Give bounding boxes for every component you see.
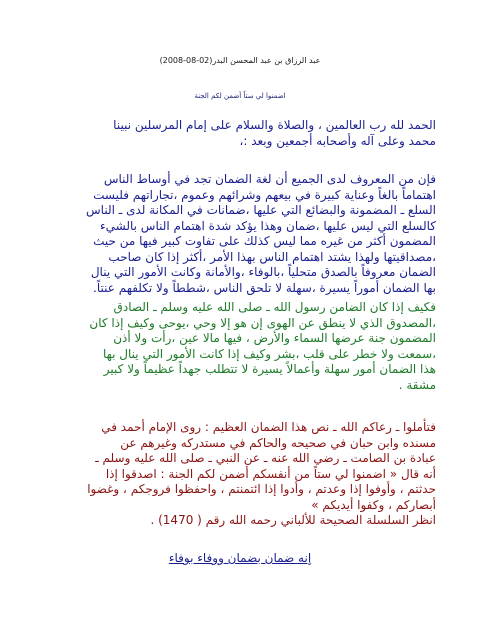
text-line: فتأملوا ـ رعاكم الله ـ نص هذا الضمان العظيم : روى الإمام أحمد في	[101, 420, 436, 434]
text-line: حدثتم ، وأوفوا إذا وعدتم ، وأدوا إذا ائتمنتم ، واحفظوا فروجكم ، وغضوا	[87, 482, 436, 496]
opening-paragraph	[36, 118, 436, 149]
text-line: محمد وعلى آله وأصحابه أجمعين وبعد :،	[239, 133, 436, 148]
text-line: المضمون جنة عرضها السماء والأرض ، فيها مالا عين ،رأت ولا أذن	[113, 331, 436, 345]
text-line: اهتماماً بالغاً وعناية كبيرة في بيعهم وشرائهم وعموم ،تجاراتهم فليست	[93, 187, 436, 202]
hadith-paragraph	[36, 420, 436, 529]
text-line: فكيف إذا كان الضامن رسول الله ـ صلى الله عليه وسلم ـ الصادق	[113, 300, 436, 314]
document-title: اضمنوا لي ستاً أضمن لكم الجنة	[194, 92, 286, 100]
intro-paragraph	[36, 172, 436, 296]
guarantor-paragraph	[36, 300, 436, 393]
text-line: الحمد لله رب العالمين ، والصلاة والسلام على إمام المرسلين نبينا	[113, 118, 436, 132]
text-line: مشقة .	[398, 377, 436, 392]
text-line: عبادة بن الصامت ـ رضي الله عنه ـ عن النبي ـ صلى الله عليه وسلم ـ	[95, 451, 436, 465]
text-line: ،المصدوق الذي لا ينطق عن الهوى إن هو إلا وحي ،يوحى وكيف إذا كان	[89, 315, 436, 330]
closing-heading: إنه ضمان بضمان ووفاء بوفاء	[168, 551, 312, 565]
text-line: السلع ـ المضمونة والبضائع التي عليها ،ضمانات في المكانة لدى ـ الناس	[86, 203, 436, 217]
text-line: فإن من المعروف لدى الجميع أن لغة الضمان تجد في أوساط الناس	[103, 172, 436, 186]
citation-line: انظر السلسلة الصحيحة للألباني رحمه الله رقم ( 1470) .	[150, 513, 436, 527]
text-line: أبصاركم ، وكفوا أيديكم »	[311, 497, 436, 512]
text-line: هذا الضمان أمور سهلة وأعمالاً يسيرة لا تتطلب جهداً عظيماً ولا كبير	[103, 362, 436, 376]
author-date-line: عبد الرزاق بن عبد المحسن البدر(02-08-2008)	[159, 56, 321, 65]
text-line: ،سمعت ولا خطر على قلب ،بشر وكيف إذا كانت الأمور التي ينال بها	[102, 346, 436, 361]
text-line: بها الضمان أموراً يسيرة ،سهلة لا تلحق الناس ،شططاً ولا تكلفهم عنتاً.	[93, 280, 436, 295]
text-line: كالسلع التي ليس عليها ،ضمان وهذا يؤكد شدة اهتمام الناس بالشيء	[99, 218, 436, 233]
text-line: المضمون أكثر من غيره مما ليس كذلك على تفاوت كبير فيها من حيث	[93, 234, 436, 248]
text-line: مسنده وابن حبان في صحيحه والحاكم في مستدركه وغيرهم عن	[120, 435, 436, 450]
text-line: الضمان معروفاً بالصدق متحلياً ،بالوفاء ،والأمانة وكانت الأمور التي ينال	[90, 265, 436, 279]
text-line: أنه قال « اضمنوا لي ستاً من أنفسكم أضمن لكم الجنة : اصدقوا إذا	[105, 466, 436, 481]
text-line: ،مصداقيتها ولهذا يشتد اهتمام الناس بهذا الأمر ،أكثر إذا كان صاحب	[108, 249, 436, 264]
